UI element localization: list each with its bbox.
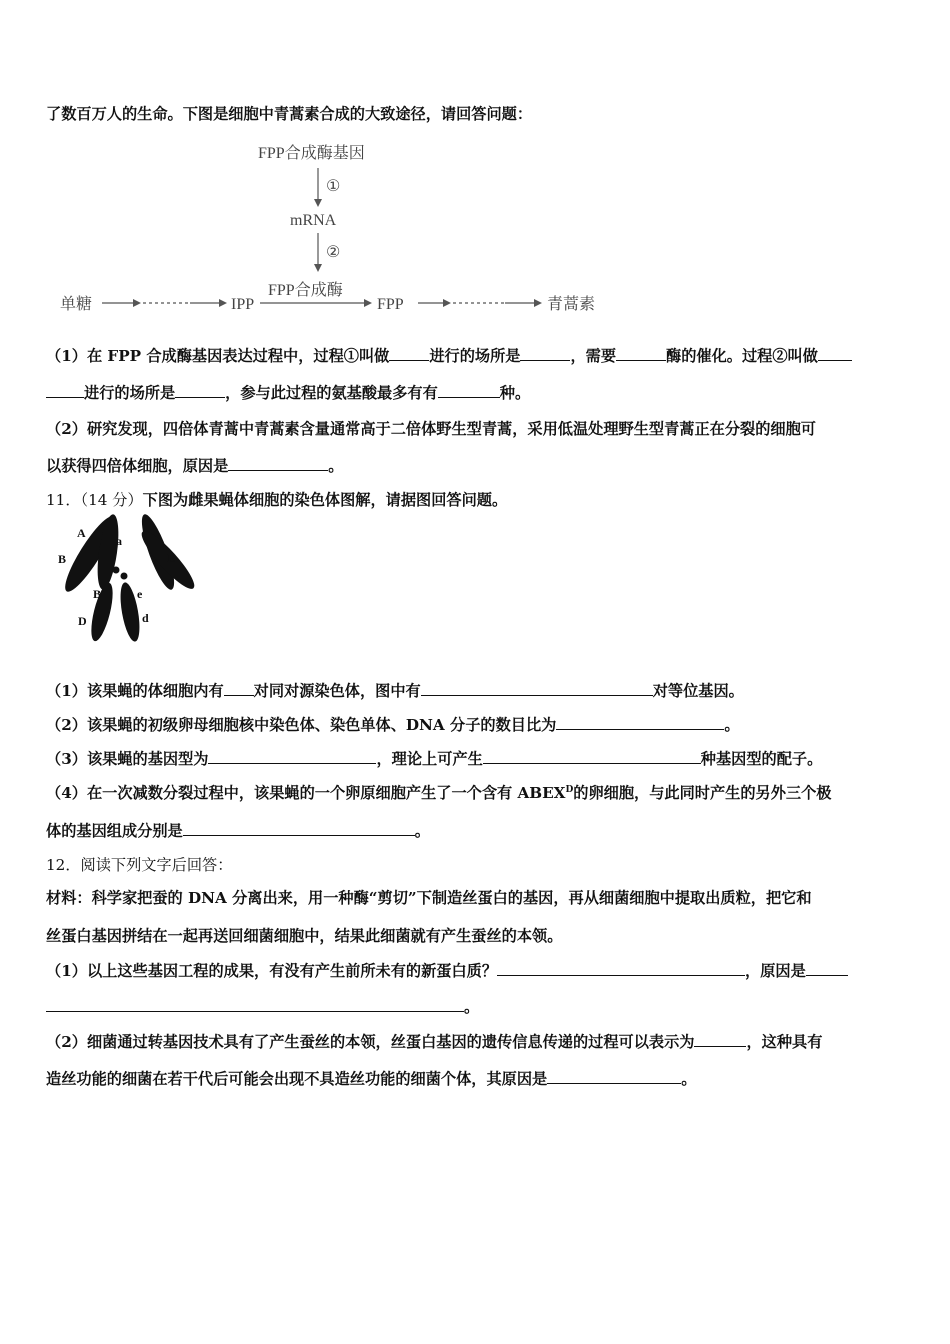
- q10-part1-line2: 进行的场所是 ，参与此过程的氨基酸最多有有 种。: [46, 382, 530, 403]
- q10-part1-line1: （1）在 FPP 合成酶基因表达过程中，过程①叫做 进行的场所是 ，需要 酶的催化。过程②叫做: [46, 345, 852, 366]
- pathway-gene-label: FPP合成酶基因: [258, 145, 365, 162]
- arrow-7-head: [534, 299, 542, 307]
- blank[interactable]: [208, 749, 376, 764]
- q12-part1-line1: （1）以上这些基因工程的成果，有没有产生前所未有的新蛋白质？ ，原因是: [46, 960, 848, 981]
- gene-label-A: A: [77, 526, 86, 540]
- arrow-4-head: [219, 299, 227, 307]
- blank[interactable]: [556, 715, 724, 730]
- q12-material-line2: 丝蛋白基因拼结在一起再送回细菌细胞中，结果此细菌就有产生蚕丝的本领。: [46, 927, 563, 945]
- intro-text: 了数百万人的生命。下图是细胞中青蒿素合成的大致途径，请回答问题：: [46, 105, 532, 123]
- blank[interactable]: [806, 961, 848, 976]
- blank[interactable]: [175, 383, 225, 398]
- gene-label-a: a: [116, 534, 122, 548]
- gene-label-E: E: [167, 551, 176, 565]
- arrow-1-head: [314, 199, 322, 207]
- arrow-5-head: [364, 299, 372, 307]
- blank[interactable]: [46, 383, 84, 398]
- dot-chromosome: [121, 573, 128, 580]
- q11-title: 11．（14 分）下图为雌果蝇体细胞的染色体图解，请据图回答问题。: [46, 491, 508, 509]
- gene-label-d: d: [142, 611, 149, 625]
- blank[interactable]: [183, 821, 415, 836]
- gene-label-B: B: [58, 552, 67, 566]
- pathway-step2-label: ②: [326, 244, 341, 261]
- dot-chromosome: [113, 567, 120, 574]
- pathway-step1-label: ①: [326, 178, 341, 195]
- blank[interactable]: [228, 456, 328, 471]
- blank[interactable]: [497, 961, 745, 976]
- pathway-mrna-label: mRNA: [290, 212, 337, 229]
- arrow-3-head: [133, 299, 141, 307]
- q12-part2-line2: 造丝功能的细菌在若干代后可能会出现不具造丝功能的细菌个体，其原因是 。: [46, 1070, 697, 1088]
- blank[interactable]: [520, 346, 570, 361]
- q12-part1-line2: 。: [46, 996, 479, 1017]
- gene-label-e: e: [137, 587, 143, 601]
- arrow-2-head: [314, 264, 322, 272]
- q10-part2-line1: （2）研究发现，四倍体青蒿中青蒿素含量通常高于二倍体野生型青蒿，采用低温处理野生型青蒿正在分裂的细胞可: [46, 420, 816, 438]
- blank[interactable]: [483, 749, 701, 764]
- q11-part1: （1）该果蝇的体细胞内有 对同对源染色体，图中有 对等位基因。: [46, 682, 744, 700]
- q11-part2: （2）该果蝇的初级卵母细胞核中染色体、染色单体、DNA 分子的数目比为 。: [46, 716, 740, 734]
- blank[interactable]: [421, 681, 653, 696]
- q12-part2-line1: （2）细菌通过转基因技术具有了产生蚕丝的本领，丝蛋白基因的遗传信息传递的过程可以表示为 ，这种具有: [46, 1033, 823, 1051]
- q11-part4-line2: 体的基因组成分别是 。: [46, 822, 430, 840]
- pathway-enzyme-label: FPP合成酶: [268, 282, 343, 299]
- q11-part3: （3）该果蝇的基因型为 ，理论上可产生 种基因型的配子。: [46, 750, 823, 768]
- blank[interactable]: [389, 346, 429, 361]
- blank[interactable]: [46, 997, 464, 1012]
- blank[interactable]: [547, 1069, 681, 1084]
- pathway-start-label: 单糖: [60, 296, 93, 313]
- chromosome: [87, 581, 117, 643]
- chromosome-diagram: [50, 512, 200, 647]
- q11-part4-line1: （4）在一次减数分裂过程中，该果蝇的一个卵原细胞产生了一个含有 $ABEX^D$的卵细胞，与此同时产生的另外三个极: [46, 784, 832, 802]
- gene-label-D: D: [78, 614, 87, 628]
- blank[interactable]: [438, 383, 500, 398]
- pathway-ipp-label: IPP: [231, 296, 255, 313]
- blank[interactable]: [694, 1032, 746, 1047]
- pathway-fpp-label: FPP: [377, 296, 404, 313]
- q12-material-line1: 材料：科学家把蚕的 DNA 分离出来，用一种酶“剪切”下制造丝蛋白的基因，再从细菌细胞中提取出质粒，把它和: [46, 889, 812, 907]
- blank[interactable]: [818, 346, 852, 361]
- pathway-product-label: 青蒿素: [547, 296, 596, 313]
- artemisinin-pathway-diagram: [40, 135, 620, 325]
- q12-title: 12．阅读下列文字后回答：: [46, 856, 233, 874]
- q10-part2-line2: 以获得四倍体细胞，原因是 。: [46, 457, 344, 475]
- arrow-6-head: [443, 299, 451, 307]
- gene-label-B: B: [93, 587, 102, 601]
- blank[interactable]: [224, 681, 254, 696]
- blank[interactable]: [616, 346, 666, 361]
